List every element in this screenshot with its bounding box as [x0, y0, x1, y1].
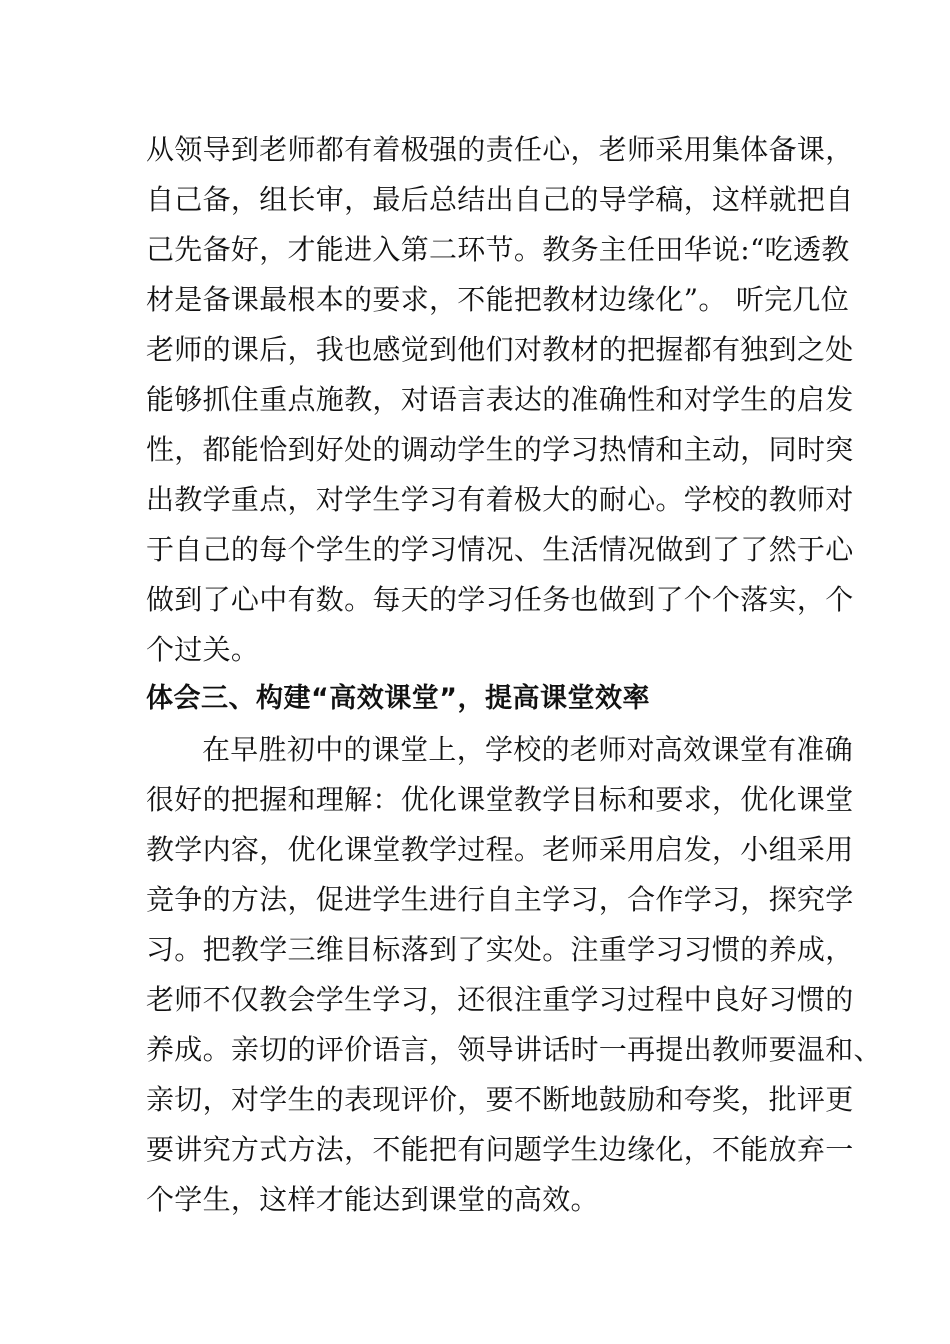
text-line: 自己备，组长审，最后总结出自己的导学稿，这样就把自: [146, 183, 854, 216]
text-line: 教学内容，优化课堂教学过程。老师采用启发，小组采用: [146, 833, 854, 866]
section-heading: 体会三、构建“高效课堂”，提高课堂效率: [146, 683, 650, 714]
text-line: 习。把教学三维目标落到了实处。注重学习习惯的养成，: [146, 933, 854, 966]
text-line: 养成。亲切的评价语言，领导讲话时一再提出教师要温和、: [146, 1033, 882, 1066]
text-line: 材是备课最根本的要求，不能把教材边缘化”。 听完几位: [146, 283, 850, 316]
text-line: 个学生，这样才能达到课堂的高效。: [146, 1183, 599, 1216]
text-line: 老师不仅教会学生学习，还很注重学习过程中良好习惯的: [146, 983, 854, 1016]
text-line: 在早胜初中的课堂上，学校的老师对高效课堂有准确: [202, 733, 853, 766]
text-line: 出教学重点，对学生学习有着极大的耐心。学校的教师对: [146, 483, 854, 516]
text-line: 亲切，对学生的表现评价，要不断地鼓励和夸奖，批评更: [146, 1083, 854, 1116]
text-line: 很好的把握和理解：优化课堂教学目标和要求，优化课堂: [146, 783, 854, 816]
text-line: 己先备好，才能进入第二环节。教务主任田华说:“吃透教: [146, 233, 850, 266]
text-line: 从领导到老师都有着极强的责任心，老师采用集体备课，: [146, 133, 854, 166]
text-line: 能够抓住重点施教，对语言表达的准确性和对学生的启发: [146, 383, 854, 416]
text-line: 老师的课后，我也感觉到他们对教材的把握都有独到之处: [146, 333, 854, 366]
text-line: 个过关。: [146, 633, 260, 666]
text-line: 性，都能恰到好处的调动学生的学习热情和主动，同时突: [146, 433, 854, 466]
text-line: 要讲究方式方法，不能把有问题学生边缘化，不能放弃一: [146, 1133, 854, 1166]
text-line: 做到了心中有数。每天的学习任务也做到了个个落实，个: [146, 583, 854, 616]
text-line: 竞争的方法，促进学生进行自主学习，合作学习，探究学: [146, 883, 854, 916]
text-line: 于自己的每个学生的学习情况、生活情况做到了了然于心: [146, 533, 854, 566]
